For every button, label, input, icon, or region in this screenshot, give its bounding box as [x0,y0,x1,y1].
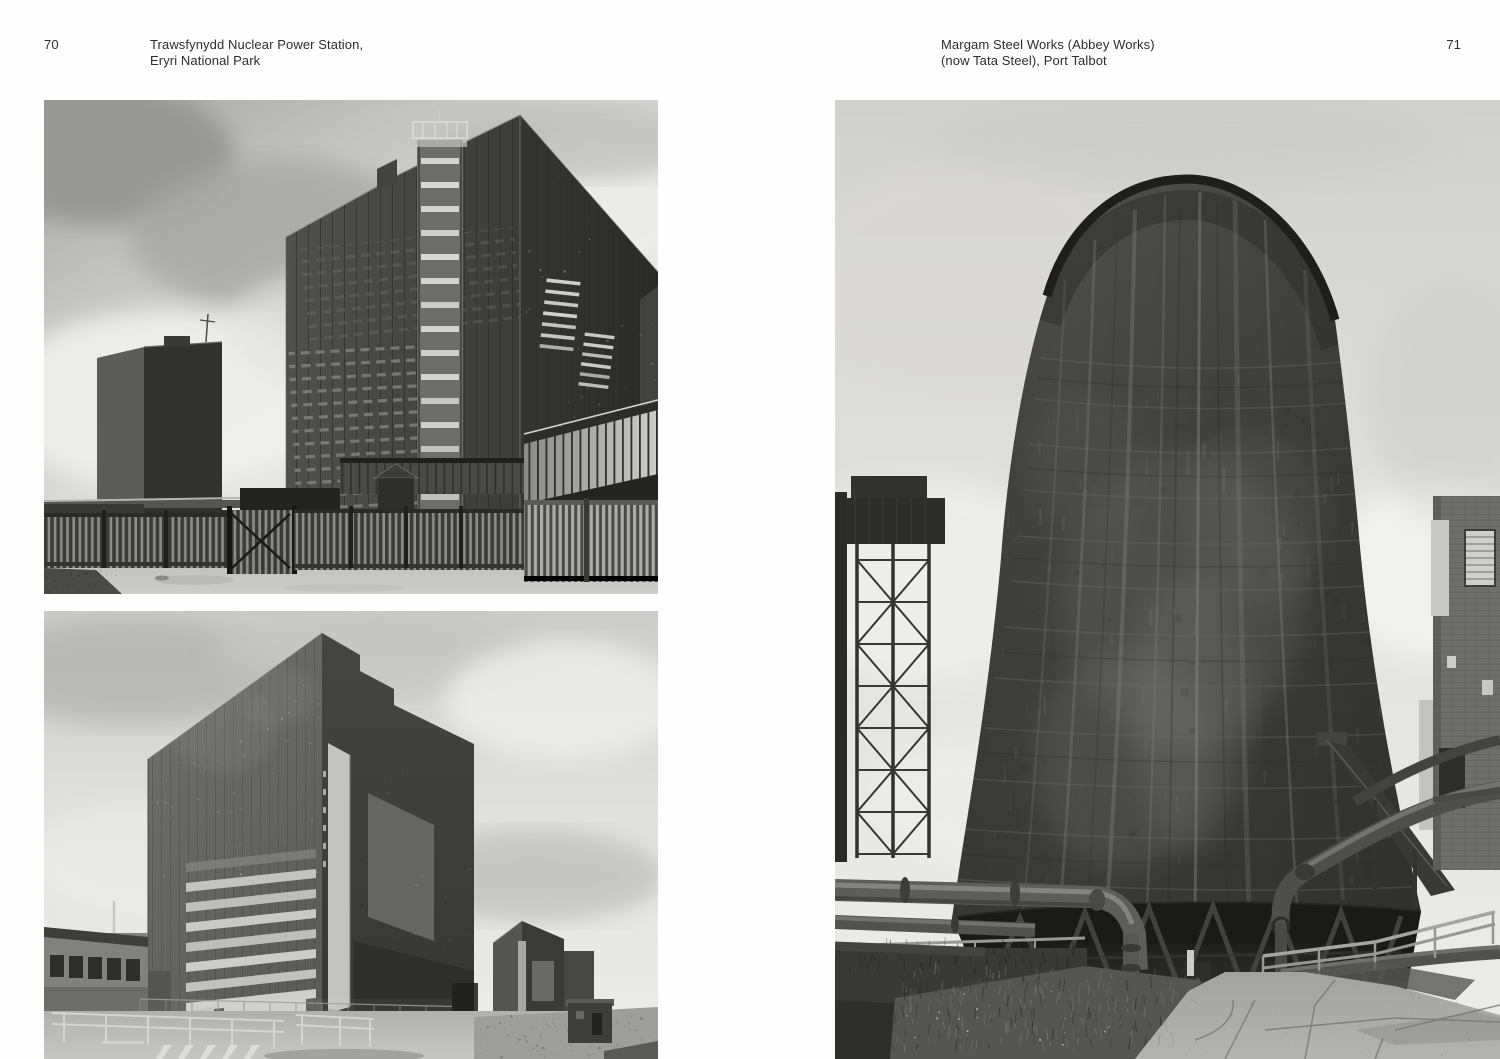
page-number-left: 70 [44,37,59,52]
page-number-right: 71 [1446,37,1461,52]
photo-trawsfynydd-2-graphic [44,611,658,1059]
caption-left [150,37,363,68]
caption-right-line2: (now Tata Steel), Port Talbot [941,52,1107,68]
photo-trawsfynydd-1 [44,100,658,594]
photo-trawsfynydd-2 [44,611,658,1059]
caption-right-line1: Margam Steel Works (Abbey Works) [941,37,1155,52]
caption-left-line2: Eryri National Park [150,52,261,68]
photo-trawsfynydd-1-graphic [44,100,658,594]
caption-right [941,37,1155,68]
photo-margam-cooling-tower [835,100,1500,1059]
caption-left-line1: Trawsfynydd Nuclear Power Station, [150,37,364,52]
photo-margam-graphic [835,100,1500,1059]
